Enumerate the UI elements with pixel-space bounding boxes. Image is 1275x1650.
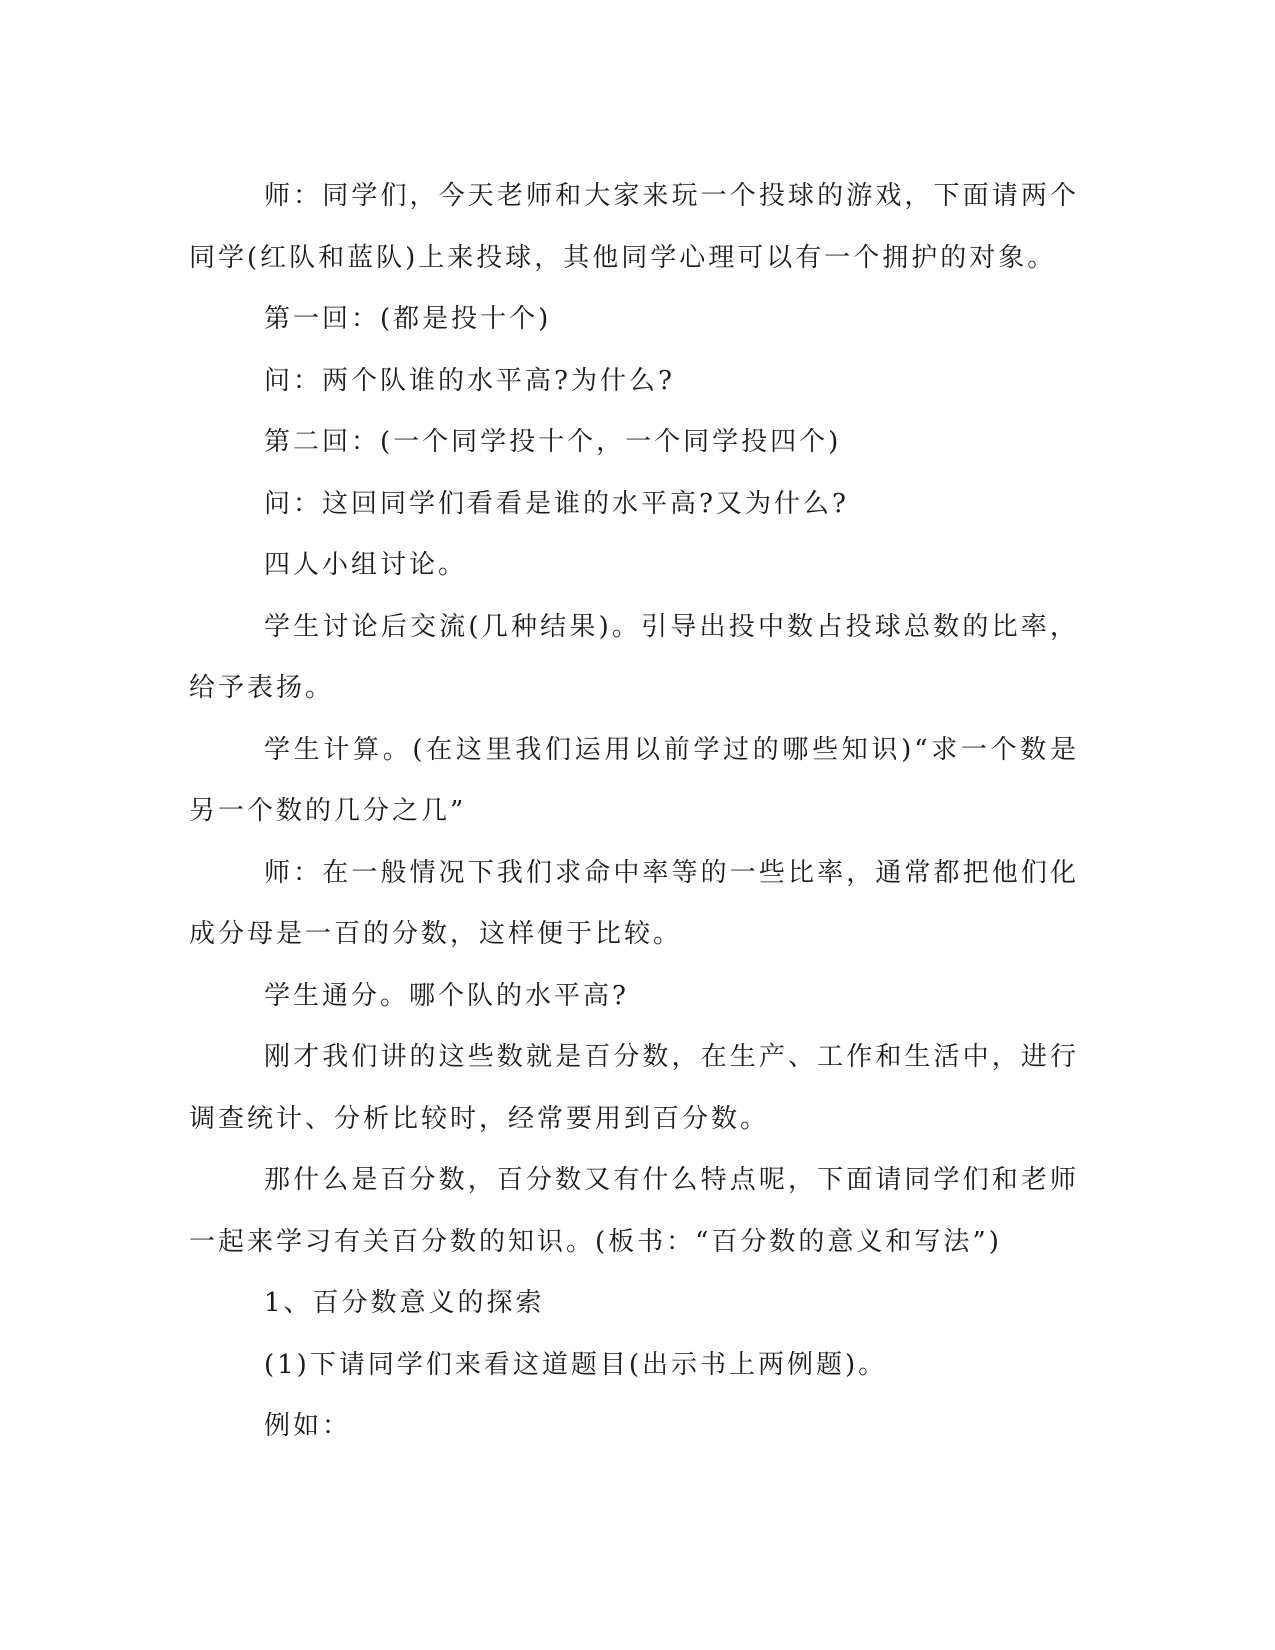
paragraph-round-two: 第二回：(一个同学投十个，一个同学投四个) [264, 427, 842, 457]
paragraph-percentage-intro: 那什么是百分数，百分数又有什么特点呢，下面请同学们和老师一起来学习有关百分数的知识。(板书：“百分数的意义和写法”) [189, 1165, 1079, 1257]
paragraph-question-one: 问：两个队谁的水平高?为什么? [264, 365, 675, 396]
paragraph-teacher-intro: 师：同学们，今天老师和大家来玩一个投球的游戏，下面请两个同学(红队和蓝队)上来投球，其他同学心理可以有一个拥护的对象。 [189, 181, 1079, 273]
paragraph-common-denominator: 学生通分。哪个队的水平高? [264, 980, 629, 1011]
paragraph-student-exchange: 学生讨论后交流(几种结果)。引导出投中数占投球总数的比率，给予表扬。 [189, 611, 1079, 703]
paragraph-student-calculation: 学生计算。(在这里我们运用以前学过的哪些知识)“求一个数是另一个数的几分之几” [189, 734, 1079, 826]
paragraph-section-heading: 1、百分数意义的探索 [264, 1288, 545, 1318]
paragraph-question-two: 问：这回同学们看看是谁的水平高?又为什么? [264, 488, 849, 519]
document-body [189, 166, 1079, 1458]
paragraph-example-label: 例如： [264, 1411, 352, 1441]
paragraph-round-one: 第一回：(都是投十个) [264, 304, 552, 334]
paragraph-teacher-ratio: 师：在一般情况下我们求命中率等的一些比率，通常都把他们化成分母是一百的分数，这样便于比较。 [189, 857, 1079, 949]
paragraph-percentage-use: 刚才我们讲的这些数就是百分数，在生产、工作和生活中，进行调查统计、分析比较时，经常要用到百分数。 [189, 1042, 1079, 1134]
paragraph-example-prompt: (1)下请同学们来看这道题目(出示书上两例题)。 [264, 1349, 888, 1380]
paragraph-group-discussion: 四人小组讨论。 [264, 550, 468, 580]
